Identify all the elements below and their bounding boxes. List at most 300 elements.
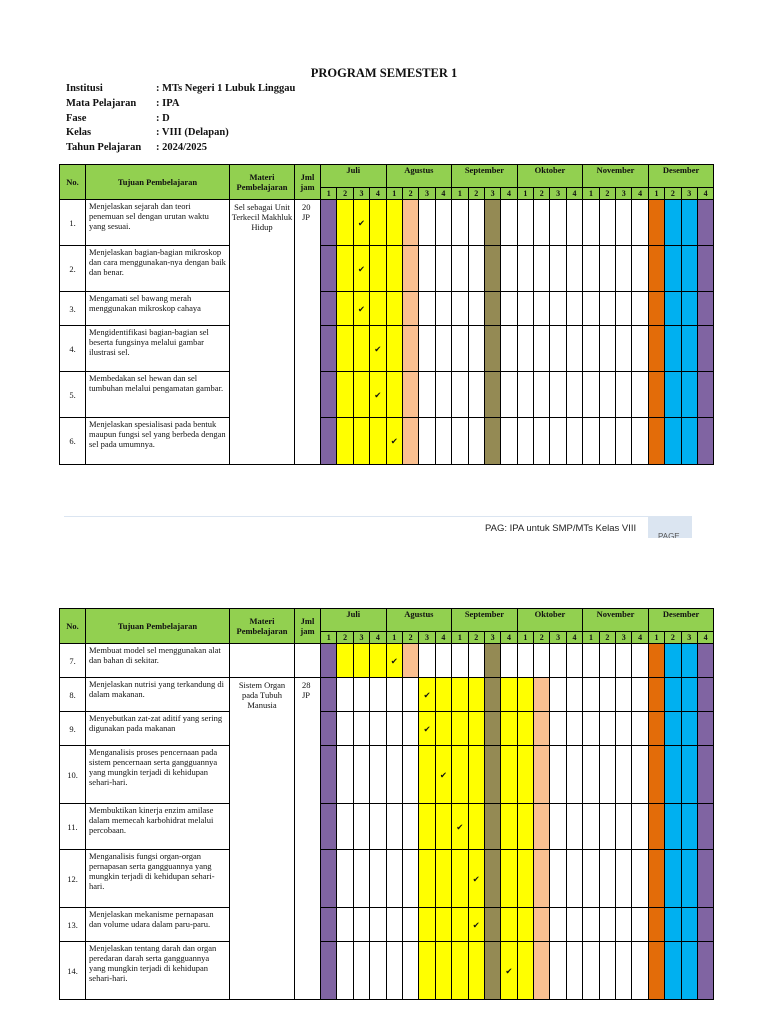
schedule-cell xyxy=(616,712,632,746)
schedule-cell xyxy=(484,200,500,246)
header-materi: Materi Pembelajaran xyxy=(230,165,295,200)
schedule-cell xyxy=(550,908,566,942)
schedule-cell xyxy=(534,246,550,292)
schedule-cell xyxy=(402,326,418,372)
info-value: : MTs Negeri 1 Lubuk Linggau xyxy=(156,83,296,94)
schedule-cell xyxy=(534,372,550,418)
row-number: 6. xyxy=(60,418,86,465)
schedule-cell xyxy=(599,908,615,942)
schedule-cell xyxy=(353,746,369,804)
schedule-cell xyxy=(452,850,468,908)
schedule-cell xyxy=(468,326,484,372)
schedule-cell xyxy=(435,908,451,942)
schedule-cell xyxy=(616,246,632,292)
schedule-cell xyxy=(566,644,582,678)
header-week: 4 xyxy=(697,188,713,200)
schedule-cell xyxy=(353,326,369,372)
schedule-cell xyxy=(665,850,681,908)
schedule-cell xyxy=(452,292,468,326)
info-row-institusi xyxy=(66,82,295,97)
schedule-cell xyxy=(681,246,697,292)
row-number: 12. xyxy=(60,850,86,908)
schedule-cell xyxy=(616,908,632,942)
schedule-cell xyxy=(632,850,648,908)
schedule-cell xyxy=(566,418,582,465)
schedule-cell xyxy=(665,746,681,804)
schedule-cell xyxy=(566,292,582,326)
schedule-cell xyxy=(370,712,386,746)
table-row xyxy=(60,678,714,712)
page-label: PAGE xyxy=(658,532,680,538)
tujuan-text: Menganalisis proses pencernaan pada sistem pencernaan serta gangguannya yang mungkin terjadi di kehidupan sehari-hari. xyxy=(86,746,230,804)
schedule-cell xyxy=(583,200,599,246)
check-mark-icon: ✔ xyxy=(386,418,402,465)
table-row xyxy=(60,292,714,326)
schedule-cell xyxy=(583,678,599,712)
schedule-cell xyxy=(321,804,337,850)
schedule-cell xyxy=(632,200,648,246)
schedule-cell xyxy=(632,246,648,292)
schedule-cell xyxy=(632,678,648,712)
info-row-mapel xyxy=(66,97,295,112)
schedule-cell xyxy=(353,712,369,746)
schedule-cell xyxy=(632,372,648,418)
schedule-cell xyxy=(599,850,615,908)
schedule-cell xyxy=(566,908,582,942)
schedule-cell xyxy=(534,292,550,326)
header-week: 1 xyxy=(517,188,533,200)
schedule-cell xyxy=(468,644,484,678)
schedule-cell xyxy=(386,804,402,850)
schedule-cell xyxy=(321,746,337,804)
schedule-cell xyxy=(616,418,632,465)
schedule-cell xyxy=(419,418,435,465)
schedule-cell xyxy=(517,804,533,850)
schedule-cell xyxy=(370,644,386,678)
schedule-cell xyxy=(321,678,337,712)
schedule-cell xyxy=(435,804,451,850)
schedule-cell xyxy=(501,712,517,746)
schedule-cell xyxy=(648,712,664,746)
schedule-cell xyxy=(468,712,484,746)
schedule-cell xyxy=(616,200,632,246)
row-number: 1. xyxy=(60,200,86,246)
schedule-cell xyxy=(697,292,713,326)
schedule-cell xyxy=(583,292,599,326)
schedule-cell xyxy=(681,850,697,908)
check-mark-icon: ✔ xyxy=(370,326,386,372)
schedule-cell xyxy=(517,246,533,292)
schedule-cell xyxy=(501,850,517,908)
table-row xyxy=(60,712,714,746)
jml-jam: 20 JP xyxy=(295,200,321,465)
row-number: 8. xyxy=(60,678,86,712)
schedule-cell xyxy=(484,326,500,372)
schedule-cell xyxy=(566,200,582,246)
schedule-cell xyxy=(697,372,713,418)
schedule-cell xyxy=(370,746,386,804)
header-month-september: September xyxy=(452,609,518,632)
header-week: 2 xyxy=(402,632,418,644)
schedule-cell xyxy=(648,326,664,372)
header-month-september: September xyxy=(452,165,518,188)
schedule-cell xyxy=(321,712,337,746)
schedule-cell xyxy=(697,246,713,292)
schedule-cell xyxy=(321,200,337,246)
schedule-cell xyxy=(681,908,697,942)
schedule-cell xyxy=(353,644,369,678)
header-week: 2 xyxy=(468,632,484,644)
schedule-cell xyxy=(534,200,550,246)
tujuan-text: Membedakan sel hewan dan sel tumbuhan melalui pengamatan gambar. xyxy=(86,372,230,418)
jml-empty xyxy=(295,644,321,678)
schedule-cell xyxy=(534,326,550,372)
schedule-cell xyxy=(697,746,713,804)
schedule-cell xyxy=(648,678,664,712)
info-block xyxy=(66,82,295,156)
header-week: 1 xyxy=(386,188,402,200)
schedule-cell xyxy=(337,644,353,678)
schedule-cell xyxy=(534,804,550,850)
schedule-cell xyxy=(583,804,599,850)
schedule-cell xyxy=(665,942,681,1000)
header-week: 3 xyxy=(681,632,697,644)
schedule-cell xyxy=(435,372,451,418)
schedule-cell xyxy=(583,418,599,465)
header-no: No. xyxy=(60,165,86,200)
header-week: 3 xyxy=(484,632,500,644)
header-week: 4 xyxy=(501,632,517,644)
header-jml: Jml jam xyxy=(295,609,321,644)
schedule-cell xyxy=(550,678,566,712)
schedule-cell xyxy=(386,246,402,292)
schedule-cell xyxy=(402,712,418,746)
header-week: 3 xyxy=(419,188,435,200)
schedule-cell xyxy=(484,712,500,746)
schedule-cell xyxy=(402,678,418,712)
materi-empty xyxy=(230,644,295,678)
schedule-cell xyxy=(435,942,451,1000)
schedule-cell xyxy=(665,200,681,246)
schedule-cell xyxy=(566,746,582,804)
schedule-cell xyxy=(501,200,517,246)
check-mark-icon: ✔ xyxy=(353,292,369,326)
info-label: Tahun Pelajaran xyxy=(66,142,142,154)
header-week: 2 xyxy=(534,632,550,644)
schedule-cell xyxy=(501,326,517,372)
header-week: 1 xyxy=(452,632,468,644)
schedule-cell xyxy=(370,804,386,850)
schedule-cell xyxy=(665,908,681,942)
check-mark-icon: ✔ xyxy=(468,850,484,908)
header-week: 1 xyxy=(452,188,468,200)
schedule-cell xyxy=(435,850,451,908)
schedule-cell xyxy=(697,804,713,850)
schedule-cell xyxy=(402,804,418,850)
schedule-cell xyxy=(697,326,713,372)
table-row xyxy=(60,326,714,372)
schedule-cell xyxy=(517,942,533,1000)
header-week: 3 xyxy=(550,632,566,644)
schedule-cell xyxy=(550,292,566,326)
schedule-cell xyxy=(665,372,681,418)
page-number-box xyxy=(648,517,692,538)
header-month-juli: Juli xyxy=(321,165,387,188)
schedule-cell xyxy=(402,372,418,418)
schedule-cell xyxy=(402,908,418,942)
schedule-cell xyxy=(402,942,418,1000)
schedule-cell xyxy=(337,908,353,942)
info-value: : D xyxy=(156,112,170,124)
schedule-cell xyxy=(632,644,648,678)
schedule-cell xyxy=(550,326,566,372)
schedule-cell xyxy=(665,292,681,326)
schedule-cell xyxy=(616,372,632,418)
schedule-cell xyxy=(616,850,632,908)
check-mark-icon: ✔ xyxy=(353,200,369,246)
schedule-cell xyxy=(632,804,648,850)
schedule-cell xyxy=(435,246,451,292)
schedule-cell xyxy=(419,246,435,292)
schedule-cell xyxy=(468,746,484,804)
schedule-cell xyxy=(321,326,337,372)
schedule-cell xyxy=(419,942,435,1000)
schedule-cell xyxy=(484,246,500,292)
schedule-cell xyxy=(419,644,435,678)
header-no: No. xyxy=(60,609,86,644)
header-week: 2 xyxy=(402,188,418,200)
schedule-cell xyxy=(452,372,468,418)
schedule-cell xyxy=(517,644,533,678)
header-week: 4 xyxy=(435,188,451,200)
schedule-cell xyxy=(697,908,713,942)
schedule-cell xyxy=(452,246,468,292)
schedule-cell xyxy=(468,942,484,1000)
check-mark-icon: ✔ xyxy=(468,908,484,942)
schedule-cell xyxy=(419,372,435,418)
schedule-cell xyxy=(681,418,697,465)
schedule-cell xyxy=(583,746,599,804)
header-week: 1 xyxy=(583,632,599,644)
schedule-cell xyxy=(648,908,664,942)
schedule-cell xyxy=(550,804,566,850)
schedule-cell xyxy=(501,246,517,292)
schedule-cell xyxy=(484,850,500,908)
schedule-cell xyxy=(632,418,648,465)
tujuan-text: Menjelaskan spesialisasi pada bentuk maupun fungsi sel yang berbeda dengan sel pada umumnya. xyxy=(86,418,230,465)
document-title: PROGRAM SEMESTER 1 xyxy=(310,66,458,80)
schedule-cell xyxy=(468,246,484,292)
schedule-cell xyxy=(697,418,713,465)
schedule-cell xyxy=(452,908,468,942)
schedule-cell xyxy=(517,292,533,326)
header-month-agustus: Agustus xyxy=(386,609,452,632)
header-tujuan: Tujuan Pembelajaran xyxy=(86,165,230,200)
tujuan-text: Menganalisis fungsi organ-organ pernapasan serta gangguannya yang mungkin terjadi di kehidupan sehari-hari. xyxy=(86,850,230,908)
schedule-cell xyxy=(648,942,664,1000)
schedule-cell xyxy=(648,804,664,850)
header-week: 1 xyxy=(517,632,533,644)
header-week: 1 xyxy=(648,188,664,200)
schedule-cell xyxy=(353,908,369,942)
schedule-cell xyxy=(337,246,353,292)
check-mark-icon: ✔ xyxy=(501,942,517,1000)
schedule-cell xyxy=(435,292,451,326)
schedule-cell xyxy=(468,292,484,326)
schedule-cell xyxy=(648,850,664,908)
schedule-cell xyxy=(321,372,337,418)
header-week: 4 xyxy=(632,188,648,200)
info-value: : IPA xyxy=(156,97,180,109)
schedule-cell xyxy=(386,326,402,372)
schedule-cell xyxy=(370,246,386,292)
schedule-cell xyxy=(501,418,517,465)
schedule-cell xyxy=(632,326,648,372)
schedule-cell xyxy=(419,746,435,804)
schedule-cell xyxy=(517,326,533,372)
schedule-cell xyxy=(550,200,566,246)
schedule-cell xyxy=(517,746,533,804)
schedule-cell xyxy=(501,804,517,850)
header-week: 3 xyxy=(484,188,500,200)
header-month-desember: Desember xyxy=(648,609,714,632)
header-month-november: November xyxy=(583,165,649,188)
schedule-cell xyxy=(681,326,697,372)
schedule-cell xyxy=(501,644,517,678)
schedule-cell xyxy=(599,200,615,246)
row-number: 11. xyxy=(60,804,86,850)
schedule-cell xyxy=(386,678,402,712)
header-week: 1 xyxy=(321,188,337,200)
header-week: 4 xyxy=(435,632,451,644)
jml-jam: 28 JP xyxy=(295,678,321,1000)
schedule-cell xyxy=(501,372,517,418)
schedule-cell xyxy=(337,746,353,804)
schedule-cell xyxy=(697,678,713,712)
schedule-cell xyxy=(648,418,664,465)
schedule-cell xyxy=(697,942,713,1000)
header-week: 1 xyxy=(583,188,599,200)
schedule-cell xyxy=(550,942,566,1000)
header-week: 4 xyxy=(501,188,517,200)
schedule-cell xyxy=(321,850,337,908)
tujuan-text: Mengamati sel bawang merah menggunakan mikroskop cahaya xyxy=(86,292,230,326)
schedule-cell xyxy=(337,292,353,326)
header-week: 3 xyxy=(550,188,566,200)
schedule-cell xyxy=(517,678,533,712)
header-materi: Materi Pembelajaran xyxy=(230,609,295,644)
header-week: 1 xyxy=(321,632,337,644)
header-week: 4 xyxy=(370,632,386,644)
schedule-cell xyxy=(665,246,681,292)
schedule-cell xyxy=(632,942,648,1000)
schedule-cell xyxy=(386,850,402,908)
schedule-cell xyxy=(665,644,681,678)
schedule-cell xyxy=(402,418,418,465)
schedule-cell xyxy=(534,712,550,746)
schedule-cell xyxy=(681,200,697,246)
schedule-cell xyxy=(501,908,517,942)
schedule-cell xyxy=(468,200,484,246)
schedule-cell xyxy=(697,200,713,246)
table-row xyxy=(60,246,714,292)
header-week: 1 xyxy=(386,632,402,644)
schedule-cell xyxy=(648,200,664,246)
schedule-cell xyxy=(583,326,599,372)
schedule-cell xyxy=(468,372,484,418)
schedule-cell xyxy=(484,418,500,465)
schedule-cell xyxy=(534,942,550,1000)
schedule-cell xyxy=(534,908,550,942)
schedule-cell xyxy=(435,200,451,246)
schedule-cell xyxy=(566,246,582,292)
schedule-cell xyxy=(435,712,451,746)
check-mark-icon: ✔ xyxy=(370,372,386,418)
schedule-cell xyxy=(697,644,713,678)
schedule-cell xyxy=(484,942,500,1000)
schedule-cell xyxy=(321,942,337,1000)
schedule-cell xyxy=(550,712,566,746)
schedule-cell xyxy=(681,292,697,326)
schedule-cell xyxy=(550,246,566,292)
schedule-cell xyxy=(583,942,599,1000)
row-number: 4. xyxy=(60,326,86,372)
schedule-cell xyxy=(550,850,566,908)
schedule-cell xyxy=(452,644,468,678)
header-week: 2 xyxy=(665,632,681,644)
schedule-cell xyxy=(616,804,632,850)
schedule-cell xyxy=(353,804,369,850)
schedule-cell xyxy=(402,200,418,246)
header-jml: Jml jam xyxy=(295,165,321,200)
header-month-november: November xyxy=(583,609,649,632)
schedule-cell xyxy=(370,850,386,908)
info-value: : VIII (Delapan) xyxy=(156,127,229,139)
schedule-cell xyxy=(419,326,435,372)
schedule-cell xyxy=(517,850,533,908)
header-week: 1 xyxy=(648,632,664,644)
schedule-cell xyxy=(599,292,615,326)
schedule-cell xyxy=(550,372,566,418)
schedule-cell xyxy=(599,372,615,418)
header-week: 3 xyxy=(353,188,369,200)
schedule-cell xyxy=(665,678,681,712)
schedule-cell xyxy=(599,326,615,372)
schedule-cell xyxy=(616,292,632,326)
schedule-cell xyxy=(386,942,402,1000)
schedule-cell xyxy=(681,678,697,712)
schedule-cell xyxy=(681,372,697,418)
header-month-oktober: Oktober xyxy=(517,609,583,632)
tujuan-text: Membuktikan kinerja enzim amilase dalam memecah karbohidrat melalui percobaan. xyxy=(86,804,230,850)
schedule-cell xyxy=(697,850,713,908)
materi-text: Sistem Organ pada Tubuh Manusia xyxy=(230,678,295,1000)
schedule-cell xyxy=(616,326,632,372)
schedule-cell xyxy=(402,292,418,326)
schedule-cell xyxy=(370,942,386,1000)
schedule-cell xyxy=(566,850,582,908)
schedule-cell xyxy=(648,746,664,804)
table-row xyxy=(60,418,714,465)
schedule-cell xyxy=(484,746,500,804)
check-mark-icon: ✔ xyxy=(353,246,369,292)
schedule-cell xyxy=(386,908,402,942)
table-row xyxy=(60,200,714,246)
schedule-cell xyxy=(484,678,500,712)
schedule-cell xyxy=(534,644,550,678)
schedule-cell xyxy=(550,644,566,678)
tujuan-text: Membuat model sel menggunakan alat dan bahan di sekitar. xyxy=(86,644,230,678)
